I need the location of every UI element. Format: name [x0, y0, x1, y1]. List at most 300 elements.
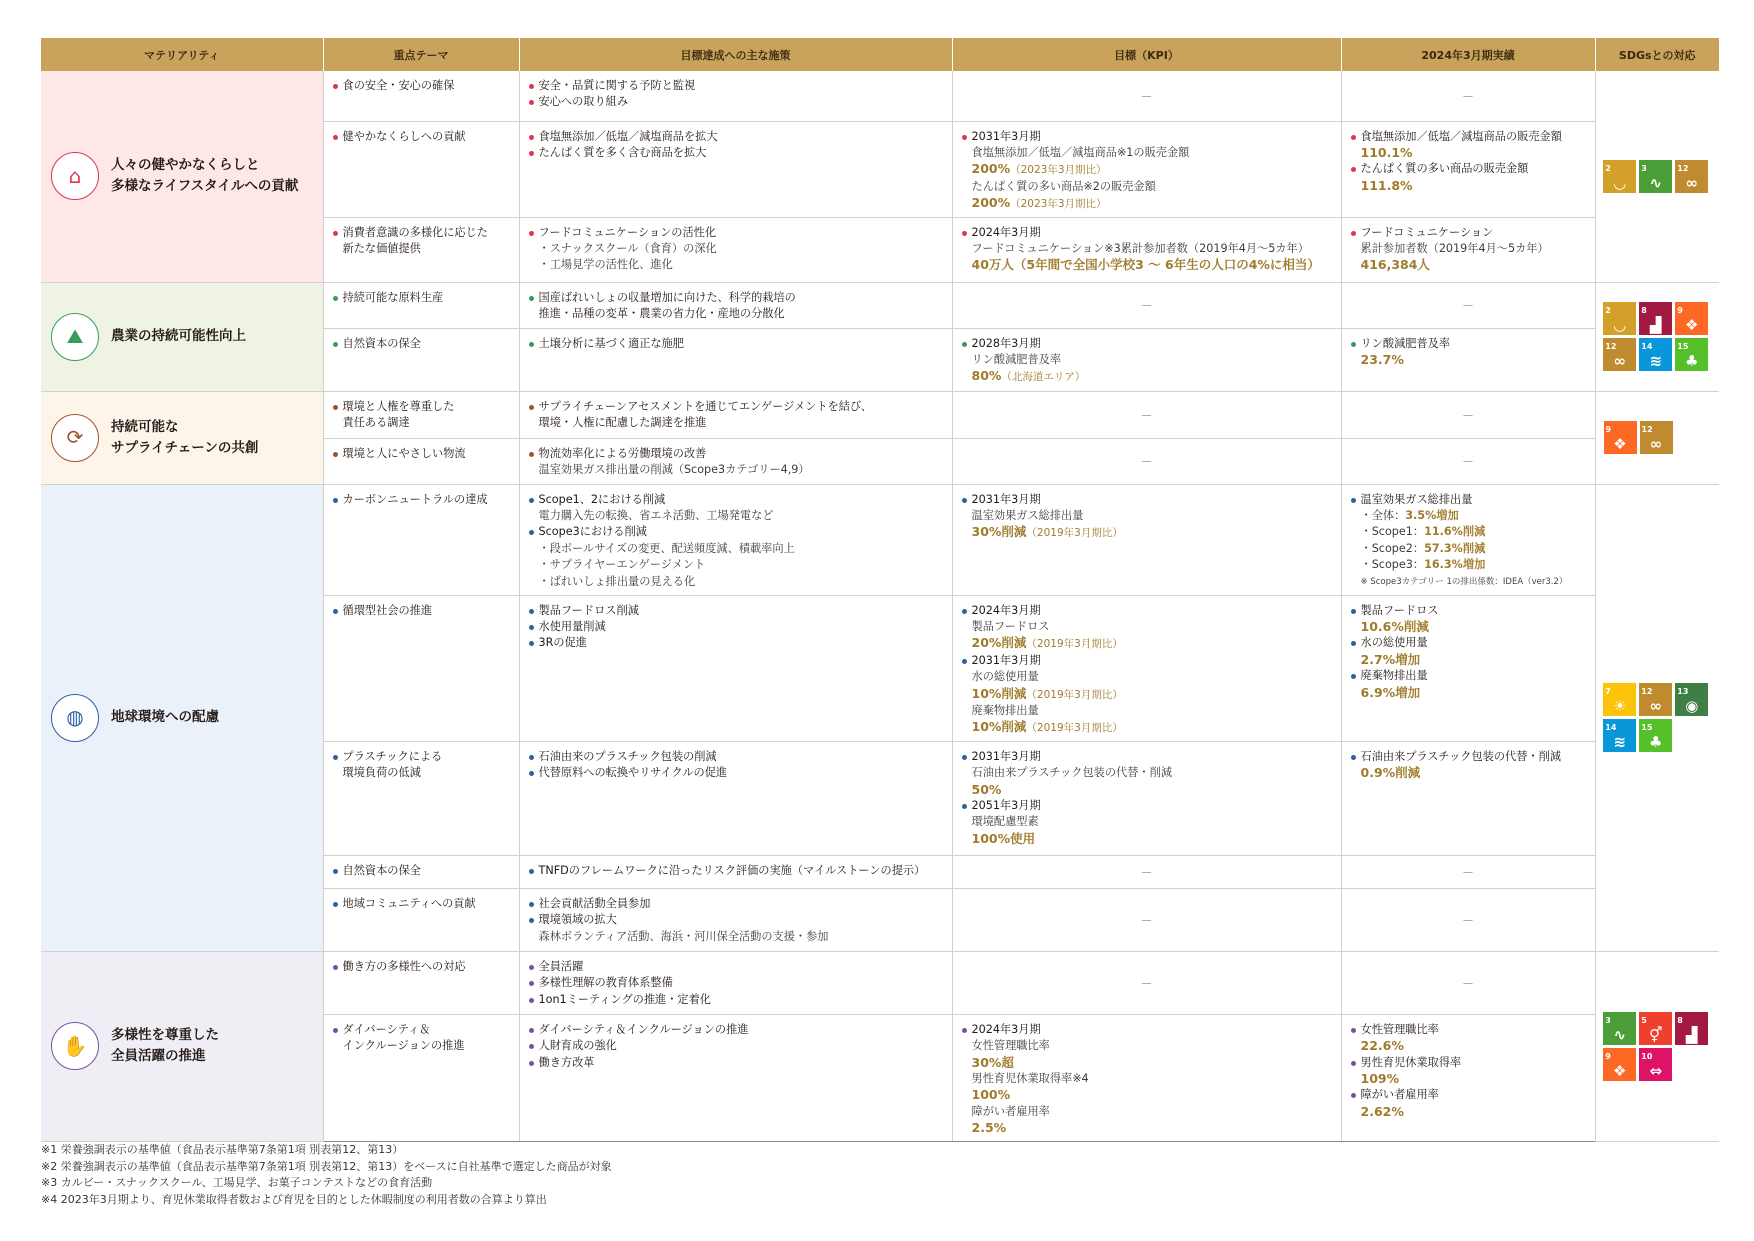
theme-item [332, 1022, 511, 1055]
result-value: 23.7% [1360, 351, 1404, 367]
measure-item: 多様性理解の教育体系整備 [528, 975, 944, 991]
theme-cell [323, 328, 519, 391]
measure-item: 製品フードロス削減 [528, 603, 944, 619]
kpi-value [961, 368, 1333, 385]
sdg-goal-14-icon [1603, 719, 1636, 752]
materiality-title: サプライチェーンの共創 [111, 439, 259, 456]
kpi-period: 2031年3月期 [961, 129, 1333, 145]
kpi-period: 2024年3月期 [961, 1022, 1333, 1038]
sdg-goal-3-icon [1603, 1012, 1636, 1045]
kpi-value: 30%超 [971, 1054, 1014, 1070]
result-breakdown [1350, 508, 1587, 524]
sdg-goal-number: 7 [1605, 687, 1611, 697]
sdg-goal-number: 8 [1641, 306, 1647, 316]
materiality-title: 多様性を尊重した [111, 1027, 219, 1044]
tree-icon: ♣ [1649, 733, 1663, 752]
measure-item: 食塩無添加／低塩／減塩商品を拡大 [528, 129, 944, 145]
result-prefix: ・Scope3： [1360, 558, 1425, 572]
sdg-goal-number: 8 [1677, 1015, 1683, 1025]
sdg-goal-7-icon [1603, 683, 1636, 716]
theme-line: ダイバーシティ＆ [342, 1022, 431, 1036]
result-value: 416,384人 [1360, 257, 1430, 273]
kpi-label: 製品フードロス [971, 619, 1050, 633]
measures-cell [519, 217, 952, 282]
sdg-icon-group [1603, 1012, 1711, 1081]
theme-item: 自然資本の保全 [332, 336, 511, 352]
result-label: 温室効果ガス総排出量 [1350, 492, 1587, 508]
measure-item: 働き方改革 [528, 1055, 944, 1071]
measure-item: 代替原料への転換やリサイクルの促進 [528, 765, 944, 781]
sdg-goal-number: 9 [1677, 306, 1683, 316]
sdg-goal-number: 12 [1605, 342, 1617, 352]
header-measures: 目標達成への主な施策 [519, 38, 952, 71]
sdg-goal-12-icon [1603, 338, 1636, 371]
measures-cell [519, 71, 952, 121]
kpi-cell [952, 328, 1341, 391]
header-materiality: マテリアリティ [41, 38, 323, 71]
kpi-value [961, 719, 1333, 736]
measure-item: 土壌分析に基づく適正な施肥 [528, 336, 944, 352]
kpi-basis: （2023年3月期比） [1010, 198, 1107, 211]
materiality-title: 地球環境への配慮 [111, 709, 219, 726]
kpi-value: 40万人（5年間で全国小学校3 ～ 6年生の人口の4%に相当） [971, 257, 1320, 273]
measures-cell [519, 438, 952, 484]
infinity-icon: ∞ [1613, 352, 1626, 371]
theme-line: 消費者意識の多様化に応じた [342, 225, 488, 239]
measure-line: 環境・人権に配慮した調達を推進 [538, 415, 707, 429]
sdg-goal-number: 3 [1641, 163, 1647, 173]
header-sdgs: SDGsとの対応 [1595, 38, 1719, 71]
kpi-label: 石油由来プラスチック包装の代替・削減 [971, 766, 1172, 780]
kpi-cell [952, 121, 1341, 217]
kpi-label: 障がい者雇用率 [971, 1104, 1050, 1118]
measure-subitem: 森林ボランティア活動、海浜・河川保全活動の支援・参加 [538, 929, 829, 943]
result-value: 57.3%削減 [1424, 541, 1486, 555]
kpi-value [961, 686, 1333, 703]
theme-item: 健やかなくらしへの貢献 [332, 129, 511, 145]
theme-cell [323, 1014, 519, 1141]
result-label: フードコミュニケーション [1350, 225, 1587, 241]
kpi-number: 10%削減 [971, 719, 1027, 735]
theme-line: 新たな価値提供 [342, 241, 421, 255]
kpi-label: 廃棄物排出量 [971, 703, 1039, 717]
footnote: ※4 2023年3月期より、育児休業取得者数および育児を目的とした休暇制度の利用者数の合算より算出 [41, 1192, 547, 1206]
theme-line: プラスチックによる [342, 749, 443, 763]
measure-item [528, 399, 944, 432]
measure-subitem: ・ばれいしょ排出量の見える化 [538, 574, 696, 588]
sdg-goal-number: 5 [1641, 1015, 1647, 1025]
header-theme: 重点テーマ [323, 38, 519, 71]
kpi-period: 2024年3月期 [961, 225, 1333, 241]
sdg-goal-number: 15 [1677, 342, 1689, 352]
materiality-table [41, 38, 1719, 1142]
results-cell: － [1341, 71, 1595, 121]
measure-item: たんぱく質を多く含む商品を拡大 [528, 145, 944, 161]
measure-item: フードコミュニケーションの活性化 [528, 225, 944, 241]
results-cell [1341, 484, 1595, 595]
result-prefix: ・全体： [1360, 508, 1406, 522]
sdg-goal-number: 14 [1641, 342, 1653, 352]
measures-cell [519, 328, 952, 391]
theme-item [332, 399, 511, 432]
kpi-cell [952, 595, 1341, 741]
sdg-goal-8-icon [1639, 302, 1672, 335]
materiality-cell-supply-chain [41, 391, 323, 484]
kpi-cell [952, 217, 1341, 282]
measures-cell [519, 282, 952, 328]
materiality-title: 多様なライフスタイルへの貢献 [111, 178, 299, 195]
kpi-period: 2051年3月期 [961, 798, 1333, 814]
result-label: 石油由来プラスチック包装の代替・削減 [1350, 749, 1587, 765]
measure-item: 安全・品質に関する予防と監視 [528, 78, 944, 94]
result-value: 22.6% [1360, 1038, 1404, 1054]
sdg-goal-number: 2 [1605, 163, 1611, 173]
fish-icon: ≋ [1649, 352, 1663, 371]
theme-item: 自然資本の保全 [332, 863, 511, 879]
theme-cell [323, 951, 519, 1014]
sdg-cell [1595, 282, 1719, 391]
result-label: リン酸減肥普及率 [1350, 336, 1587, 352]
measure-line: 推進・品種の変革・農業の省力化・産地の分散化 [538, 306, 785, 320]
kpi-value: 50% [971, 781, 1002, 797]
theme-cell [323, 282, 519, 328]
materiality-cell-environment [41, 484, 323, 951]
result-value: 109% [1360, 1071, 1400, 1086]
sdg-goal-number: 15 [1641, 723, 1653, 733]
sdg-cell [1595, 951, 1719, 1141]
table-row [41, 484, 1719, 595]
measure-subitem: 温室効果ガス排出量の削減（Scope3カテゴリー4,9） [538, 462, 810, 476]
theme-line: 責任ある調達 [342, 415, 410, 429]
kpi-value [961, 635, 1333, 652]
theme-item: 持続可能な原料生産 [332, 290, 511, 306]
kpi-basis: （2023年3月期比） [1010, 164, 1107, 177]
kpi-cell: － [952, 888, 1341, 951]
sdg-goal-12-icon [1639, 683, 1672, 716]
results-cell [1341, 328, 1595, 391]
sdg-goal-8-icon [1675, 1012, 1708, 1045]
result-value: 2.62% [1360, 1103, 1404, 1119]
measure-subitem: 電力購入先の転換、省エネ活動、工場発電など [538, 508, 774, 522]
eye-globe-icon: ◉ [1685, 697, 1699, 716]
theme-line: 環境負荷の低減 [342, 766, 421, 780]
footnote: ※2 栄養強調表示の基準値（食品表示基準第7条第1項 別表第12、第13）をベースに自社基準で選定した商品が対象 [41, 1159, 612, 1173]
measure-item: 全員活躍 [528, 959, 944, 975]
kpi-label: たんぱく質の多い商品※2の販売金額 [971, 179, 1156, 193]
sdg-icon-group [1603, 683, 1711, 752]
results-cell [1341, 217, 1595, 282]
sdg-goal-number: 12 [1677, 163, 1689, 173]
kpi-basis: （2019年3月期比） [1026, 722, 1123, 735]
measure-item: 社会貢献活動全員参加 [528, 896, 944, 912]
measure-item: ダイバーシティ＆インクルージョンの推進 [528, 1022, 944, 1038]
measure-item: 石油由来のプラスチック包装の削減 [528, 749, 944, 765]
kpi-period: 2031年3月期 [961, 492, 1333, 508]
kpi-cell: － [952, 438, 1341, 484]
header-row [41, 38, 1719, 71]
sdg-goal-number: 14 [1605, 723, 1617, 733]
kpi-value [961, 524, 1333, 541]
theme-item: 環境と人にやさしい物流 [332, 446, 511, 462]
table-row [41, 282, 1719, 328]
bowl-icon: ◡ [1613, 173, 1626, 192]
theme-cell [323, 391, 519, 438]
theme-cell [323, 217, 519, 282]
result-breakdown [1350, 541, 1587, 557]
kpi-number: 10%削減 [971, 685, 1027, 701]
results-cell [1341, 741, 1595, 855]
materiality-title: 農業の持続可能性向上 [111, 328, 246, 345]
sdg-goal-14-icon [1639, 338, 1672, 371]
theme-cell [323, 71, 519, 121]
people-house-icon: ⌂ [51, 152, 99, 200]
sdg-goal-13-icon [1675, 683, 1708, 716]
sdg-goal-number: 9 [1605, 1051, 1611, 1061]
heartbeat-icon: ∿ [1649, 173, 1663, 192]
infinity-icon: ∞ [1649, 697, 1662, 716]
measure-item [528, 290, 944, 323]
kpi-label: 男性育児休業取得率※4 [971, 1072, 1089, 1085]
sdg-goal-12-icon [1675, 160, 1708, 193]
sdg-cell [1595, 484, 1719, 951]
result-value: 11.6%削減 [1424, 525, 1486, 539]
supply-chain-icon: ⟳ [51, 414, 99, 462]
measures-cell [519, 855, 952, 888]
theme-line: インクルージョンの推進 [342, 1039, 465, 1053]
theme-cell [323, 888, 519, 951]
kpi-cell: － [952, 951, 1341, 1014]
kpi-label: 温室効果ガス総排出量 [971, 508, 1084, 522]
results-cell: － [1341, 951, 1595, 1014]
theme-cell [323, 484, 519, 595]
measure-subitem: ・スナックスクール（食育）の深化 [538, 241, 717, 255]
theme-cell [323, 741, 519, 855]
footnote: ※1 栄養強調表示の基準値（食品表示基準第7条第1項 別表第12、第13） [41, 1143, 404, 1156]
results-cell: － [1341, 391, 1595, 438]
kpi-value [961, 195, 1333, 212]
kpi-period: 2024年3月期 [961, 603, 1333, 619]
growth-chart-icon: ▟ [1685, 1025, 1698, 1044]
kpi-basis: （2019年3月期比） [1026, 527, 1123, 540]
result-note: ※ Scope3カテゴリー 1の排出係数：IDEA（ver3.2） [1360, 576, 1568, 587]
kpi-period: 2028年3月期 [961, 336, 1333, 352]
sun-icon: ☀ [1613, 697, 1627, 716]
equality-icon: ⇔ [1649, 1061, 1663, 1080]
measures-cell [519, 888, 952, 951]
materiality-title: 人々の健やかなくらしと [111, 157, 260, 174]
heartbeat-icon: ∿ [1613, 1025, 1627, 1044]
footnotes [41, 1142, 612, 1208]
kpi-cell [952, 1014, 1341, 1141]
sdg-goal-9-icon [1603, 1048, 1636, 1081]
table-row [41, 391, 1719, 438]
sdg-goal-number: 12 [1641, 687, 1653, 697]
measure-item: 環境領域の拡大 [528, 912, 944, 928]
cubes-icon: ❖ [1685, 316, 1699, 335]
sdg-icon-group [1604, 421, 1676, 454]
materiality-cell-health [41, 71, 323, 282]
sdg-goal-9-icon [1604, 421, 1637, 454]
sdg-goal-number: 10 [1641, 1051, 1653, 1061]
result-label: 食塩無添加／低塩／減塩商品の販売金額 [1350, 129, 1587, 145]
kpi-cell: － [952, 71, 1341, 121]
bowl-icon: ◡ [1613, 316, 1626, 335]
kpi-cell [952, 484, 1341, 595]
kpi-label: リン酸減肥普及率 [971, 352, 1062, 366]
kpi-number: 200% [971, 161, 1011, 177]
theme-item: カーボンニュートラルの達成 [332, 492, 511, 508]
measures-cell [519, 595, 952, 741]
results-cell: － [1341, 438, 1595, 484]
handshake-icon: ✋ [51, 1022, 99, 1070]
measures-cell [519, 741, 952, 855]
theme-cell [323, 855, 519, 888]
kpi-basis: （2019年3月期比） [1026, 638, 1123, 651]
kpi-cell: － [952, 391, 1341, 438]
results-cell: － [1341, 855, 1595, 888]
result-value: 3.5%増加 [1405, 508, 1459, 522]
measures-cell [519, 1014, 952, 1141]
sdg-icon-group [1603, 160, 1711, 193]
sdg-goal-10-icon [1639, 1048, 1672, 1081]
kpi-cell [952, 741, 1341, 855]
tree-icon: ♣ [1685, 352, 1699, 371]
measure-subitem: ・サプライヤーエンゲージメント [538, 558, 706, 572]
kpi-label: 水の総使用量 [971, 670, 1039, 684]
kpi-value: 100%使用 [971, 830, 1036, 846]
theme-line: 環境と人権を尊重した [342, 399, 455, 413]
header-kpi: 目標（KPI） [952, 38, 1341, 71]
kpi-label: 女性管理職比率 [971, 1039, 1050, 1053]
materiality-title: 持続可能な [111, 418, 179, 435]
results-cell [1341, 121, 1595, 217]
sdg-goal-2-icon [1603, 302, 1636, 335]
kpi-value [961, 161, 1333, 178]
theme-item [332, 749, 511, 782]
measure-line: 国産ばれいしょの収量増加に向けた、科学的栽培の [538, 290, 796, 304]
result-value: 110.1% [1360, 144, 1413, 160]
result-label: 製品フードロス [1350, 603, 1587, 619]
result-label: たんぱく質の多い商品の販売金額 [1350, 161, 1587, 177]
materiality-cell-agriculture [41, 282, 323, 391]
results-cell: － [1341, 282, 1595, 328]
table-row [41, 71, 1719, 121]
sdg-cell [1595, 71, 1719, 282]
fish-icon: ≋ [1613, 733, 1627, 752]
kpi-value: 100% [971, 1087, 1011, 1103]
sdg-goal-12-icon [1640, 421, 1673, 454]
kpi-label: 食塩無添加／低塩／減塩商品※1の販売金額 [971, 145, 1190, 159]
sdg-icon-group [1603, 302, 1711, 371]
infinity-icon: ∞ [1685, 173, 1698, 192]
kpi-period: 2031年3月期 [961, 653, 1333, 669]
sdg-goal-number: 3 [1605, 1015, 1611, 1025]
result-prefix: ・Scope1： [1360, 525, 1425, 539]
measures-cell [519, 484, 952, 595]
result-label: 男性育児休業取得率 [1350, 1055, 1587, 1071]
kpi-cell: － [952, 855, 1341, 888]
kpi-value: 2.5% [971, 1120, 1007, 1136]
result-value: 10.6%削減 [1360, 618, 1429, 634]
theme-item: 食の安全・安心の確保 [332, 78, 511, 94]
measure-item: 3Rの促進 [528, 635, 944, 651]
sdg-goal-number: 9 [1605, 425, 1612, 435]
measures-cell [519, 951, 952, 1014]
results-cell [1341, 1014, 1595, 1141]
materiality-title: 全員活躍の推進 [111, 1048, 206, 1065]
theme-cell [323, 595, 519, 741]
measure-item: 1on1ミーティングの推進・定着化 [528, 992, 944, 1008]
measures-cell [519, 121, 952, 217]
cubes-icon: ❖ [1613, 435, 1627, 454]
result-breakdown [1350, 524, 1587, 540]
result-value: 16.3%増加 [1424, 558, 1486, 572]
results-cell: － [1341, 888, 1595, 951]
growth-chart-icon: ▟ [1649, 316, 1662, 335]
table-row [41, 951, 1719, 1014]
earth-hand-icon: ◍ [51, 694, 99, 742]
kpi-cell: － [952, 282, 1341, 328]
theme-item [332, 225, 511, 258]
result-breakdown [1350, 557, 1587, 573]
sdg-goal-number: 13 [1677, 687, 1689, 697]
result-label: 廃棄物排出量 [1350, 668, 1587, 684]
kpi-number: 30%削減 [971, 524, 1027, 540]
sdg-goal-15-icon [1639, 719, 1672, 752]
result-label: 水の総使用量 [1350, 635, 1587, 651]
result-value: 6.9%増加 [1360, 684, 1421, 700]
kpi-basis: （北海道エリア） [1001, 371, 1086, 384]
theme-item: 働き方の多様性への対応 [332, 959, 511, 975]
measure-item: 物流効率化による労働環境の改善 [528, 446, 944, 462]
result-value: 2.7%増加 [1360, 651, 1421, 667]
result-label: 女性管理職比率 [1350, 1022, 1587, 1038]
sdg-goal-5-icon [1639, 1012, 1672, 1045]
measure-item: Scope1、2における削減 [528, 492, 944, 508]
sdg-goal-3-icon [1639, 160, 1672, 193]
measure-line: サプライチェーンアセスメントを通じてエンゲージメントを結び、 [538, 399, 872, 413]
farm-field-icon: ⛰ [51, 313, 99, 361]
kpi-number: 200% [971, 195, 1011, 211]
sdg-goal-number: 2 [1605, 306, 1611, 316]
kpi-period: 2031年3月期 [961, 749, 1333, 765]
result-value: 0.9%削減 [1360, 765, 1421, 781]
measure-item: Scope3における削減 [528, 524, 944, 540]
kpi-basis: （2019年3月期比） [1026, 688, 1123, 701]
materiality-cell-diversity [41, 951, 323, 1141]
cubes-icon: ❖ [1613, 1061, 1627, 1080]
sdg-goal-number: 12 [1641, 425, 1653, 435]
result-value: 111.8% [1360, 177, 1413, 193]
measure-item: 安心への取り組み [528, 94, 944, 110]
infinity-icon: ∞ [1649, 435, 1663, 454]
sdg-goal-2-icon [1603, 160, 1636, 193]
measure-item: 水使用量削減 [528, 619, 944, 635]
theme-item: 循環型社会の推進 [332, 603, 511, 619]
header-results: 2024年3月期実績 [1341, 38, 1595, 71]
kpi-label: フードコミュニケーション※3累計参加者数（2019年4月～5カ年） [971, 241, 1309, 255]
result-label: 障がい者雇用率 [1350, 1087, 1587, 1103]
sdg-goal-15-icon [1675, 338, 1708, 371]
results-cell [1341, 595, 1595, 741]
theme-item: 地域コミュニティへの貢献 [332, 896, 511, 912]
kpi-label: 環境配慮型素 [971, 815, 1039, 829]
gender-icon: ⚥ [1648, 1025, 1663, 1044]
theme-cell [323, 438, 519, 484]
measure-subitem: ・段ボールサイズの変更、配送頻度減、積載率向上 [538, 541, 795, 555]
kpi-number: 20%削減 [971, 635, 1027, 651]
kpi-number: 80% [971, 368, 1002, 384]
